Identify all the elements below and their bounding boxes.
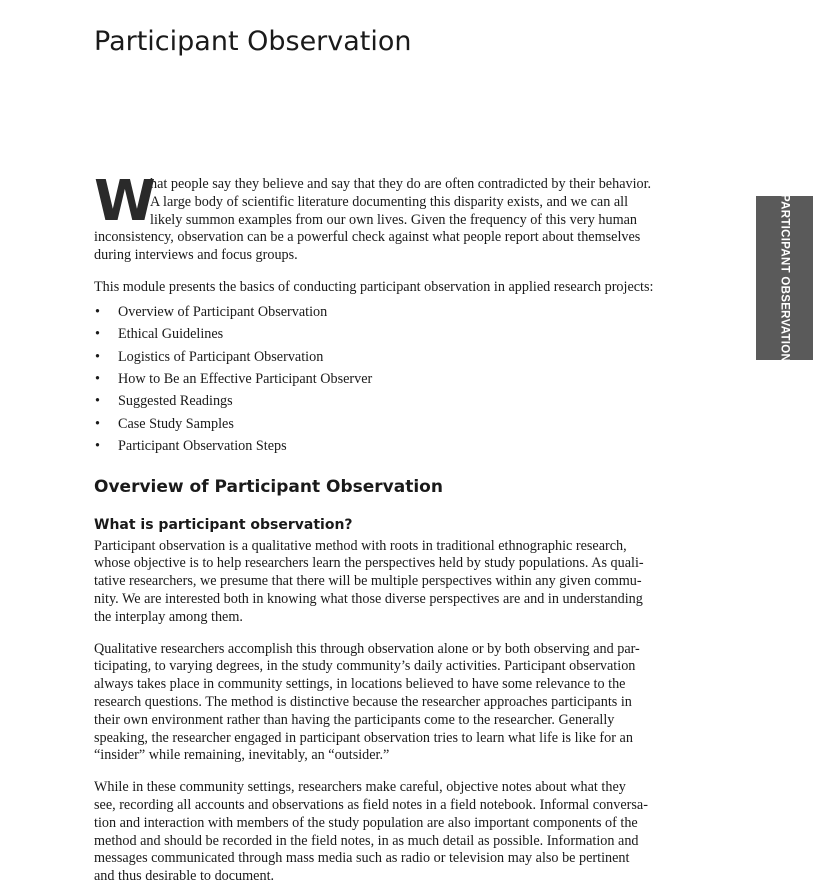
- paragraph-line: research questions. The method is distinctive because the researcher approaches participants in: [94, 694, 632, 711]
- intro-line: hat people say they believe and say that they do are often contradicted by their behavior.: [150, 176, 652, 192]
- list-item: • How to Be an Effective Participant Observer: [94, 368, 672, 390]
- paragraph-line: their own environment rather than having the participants come to the researcher. Generally: [94, 711, 615, 728]
- page-title: Participant Observation: [94, 26, 412, 57]
- section-side-tab: [756, 193, 813, 363]
- paragraph-line: and thus desirable to document.: [94, 868, 275, 885]
- list-item: • Participant Observation Steps: [94, 435, 672, 457]
- list-item: • Suggested Readings: [94, 390, 672, 412]
- module-intro: This module presents the basics of conducting participant observation in applied research projects:: [94, 279, 654, 295]
- list-item: • Ethical Guidelines: [94, 323, 672, 345]
- list-item: • Case Study Samples: [94, 413, 672, 435]
- paragraph-line: Participant observation is a qualitative method with roots in traditional ethnographic research,: [94, 537, 627, 554]
- paragraph-line: tion and interaction with members of the study population are also important components of the: [94, 814, 638, 831]
- paragraph-line: nity. We are interested both in knowing what those diverse perspectives are and in understanding: [94, 591, 643, 608]
- paragraph-line: Qualitative researchers accomplish this through observation alone or by both observing and par-: [94, 640, 640, 657]
- paragraph-line: ticipating, to varying degrees, in the study community’s daily activities. Participant observation: [94, 658, 636, 675]
- intro-paragraph: [94, 169, 672, 265]
- paragraph-line: always takes place in community settings, in locations believed to have some relevance to the: [94, 676, 626, 693]
- paragraph-line: whose objective is to help researchers learn the perspectives held by study populations. As quali-: [94, 555, 644, 572]
- body-paragraph: [94, 779, 672, 886]
- intro-line: during interviews and focus groups.: [94, 247, 298, 264]
- body-paragraph: [94, 538, 672, 627]
- paragraph-line: the interplay among them.: [94, 608, 243, 625]
- side-tab-label: PARTICIPANT OBSERVATION: [778, 193, 791, 363]
- body-paragraph: [94, 641, 672, 766]
- subheading: What is participant observation?: [94, 516, 353, 533]
- paragraph-line: “insider” while remaining, inevitably, an “outsider.”: [94, 747, 390, 764]
- paragraph-line: While in these community settings, researchers make careful, objective notes about what they: [94, 779, 626, 796]
- paragraph-line: method and should be recorded in the field notes, in as much detail as possible. Information and: [94, 832, 639, 849]
- list-item: • Overview of Participant Observation: [94, 301, 672, 323]
- list-item: • Logistics of Participant Observation: [94, 346, 672, 368]
- module-topic-list: [94, 301, 672, 458]
- intro-line: likely summon examples from our own lives. Given the frequency of this very human: [150, 211, 637, 228]
- intro-line: A large body of scientific literature documenting this disparity exists, and we can all: [150, 193, 629, 210]
- paragraph-line: messages communicated through mass media such as radio or television may also be pertinent: [94, 850, 630, 867]
- intro-line: inconsistency, observation can be a powerful check against what people report about themselves: [94, 229, 641, 246]
- section-heading: Overview of Participant Observation: [94, 476, 443, 497]
- page-content: [94, 169, 672, 886]
- drop-cap: W: [94, 169, 156, 234]
- paragraph-line: tative researchers, we presume that there will be multiple perspectives within any given commu-: [94, 573, 642, 590]
- paragraph-line: speaking, the researcher engaged in participant observation tries to learn what life is like for an: [94, 729, 633, 746]
- paragraph-line: see, recording all accounts and observations as field notes in a field notebook. Informal conversa-: [94, 797, 648, 813]
